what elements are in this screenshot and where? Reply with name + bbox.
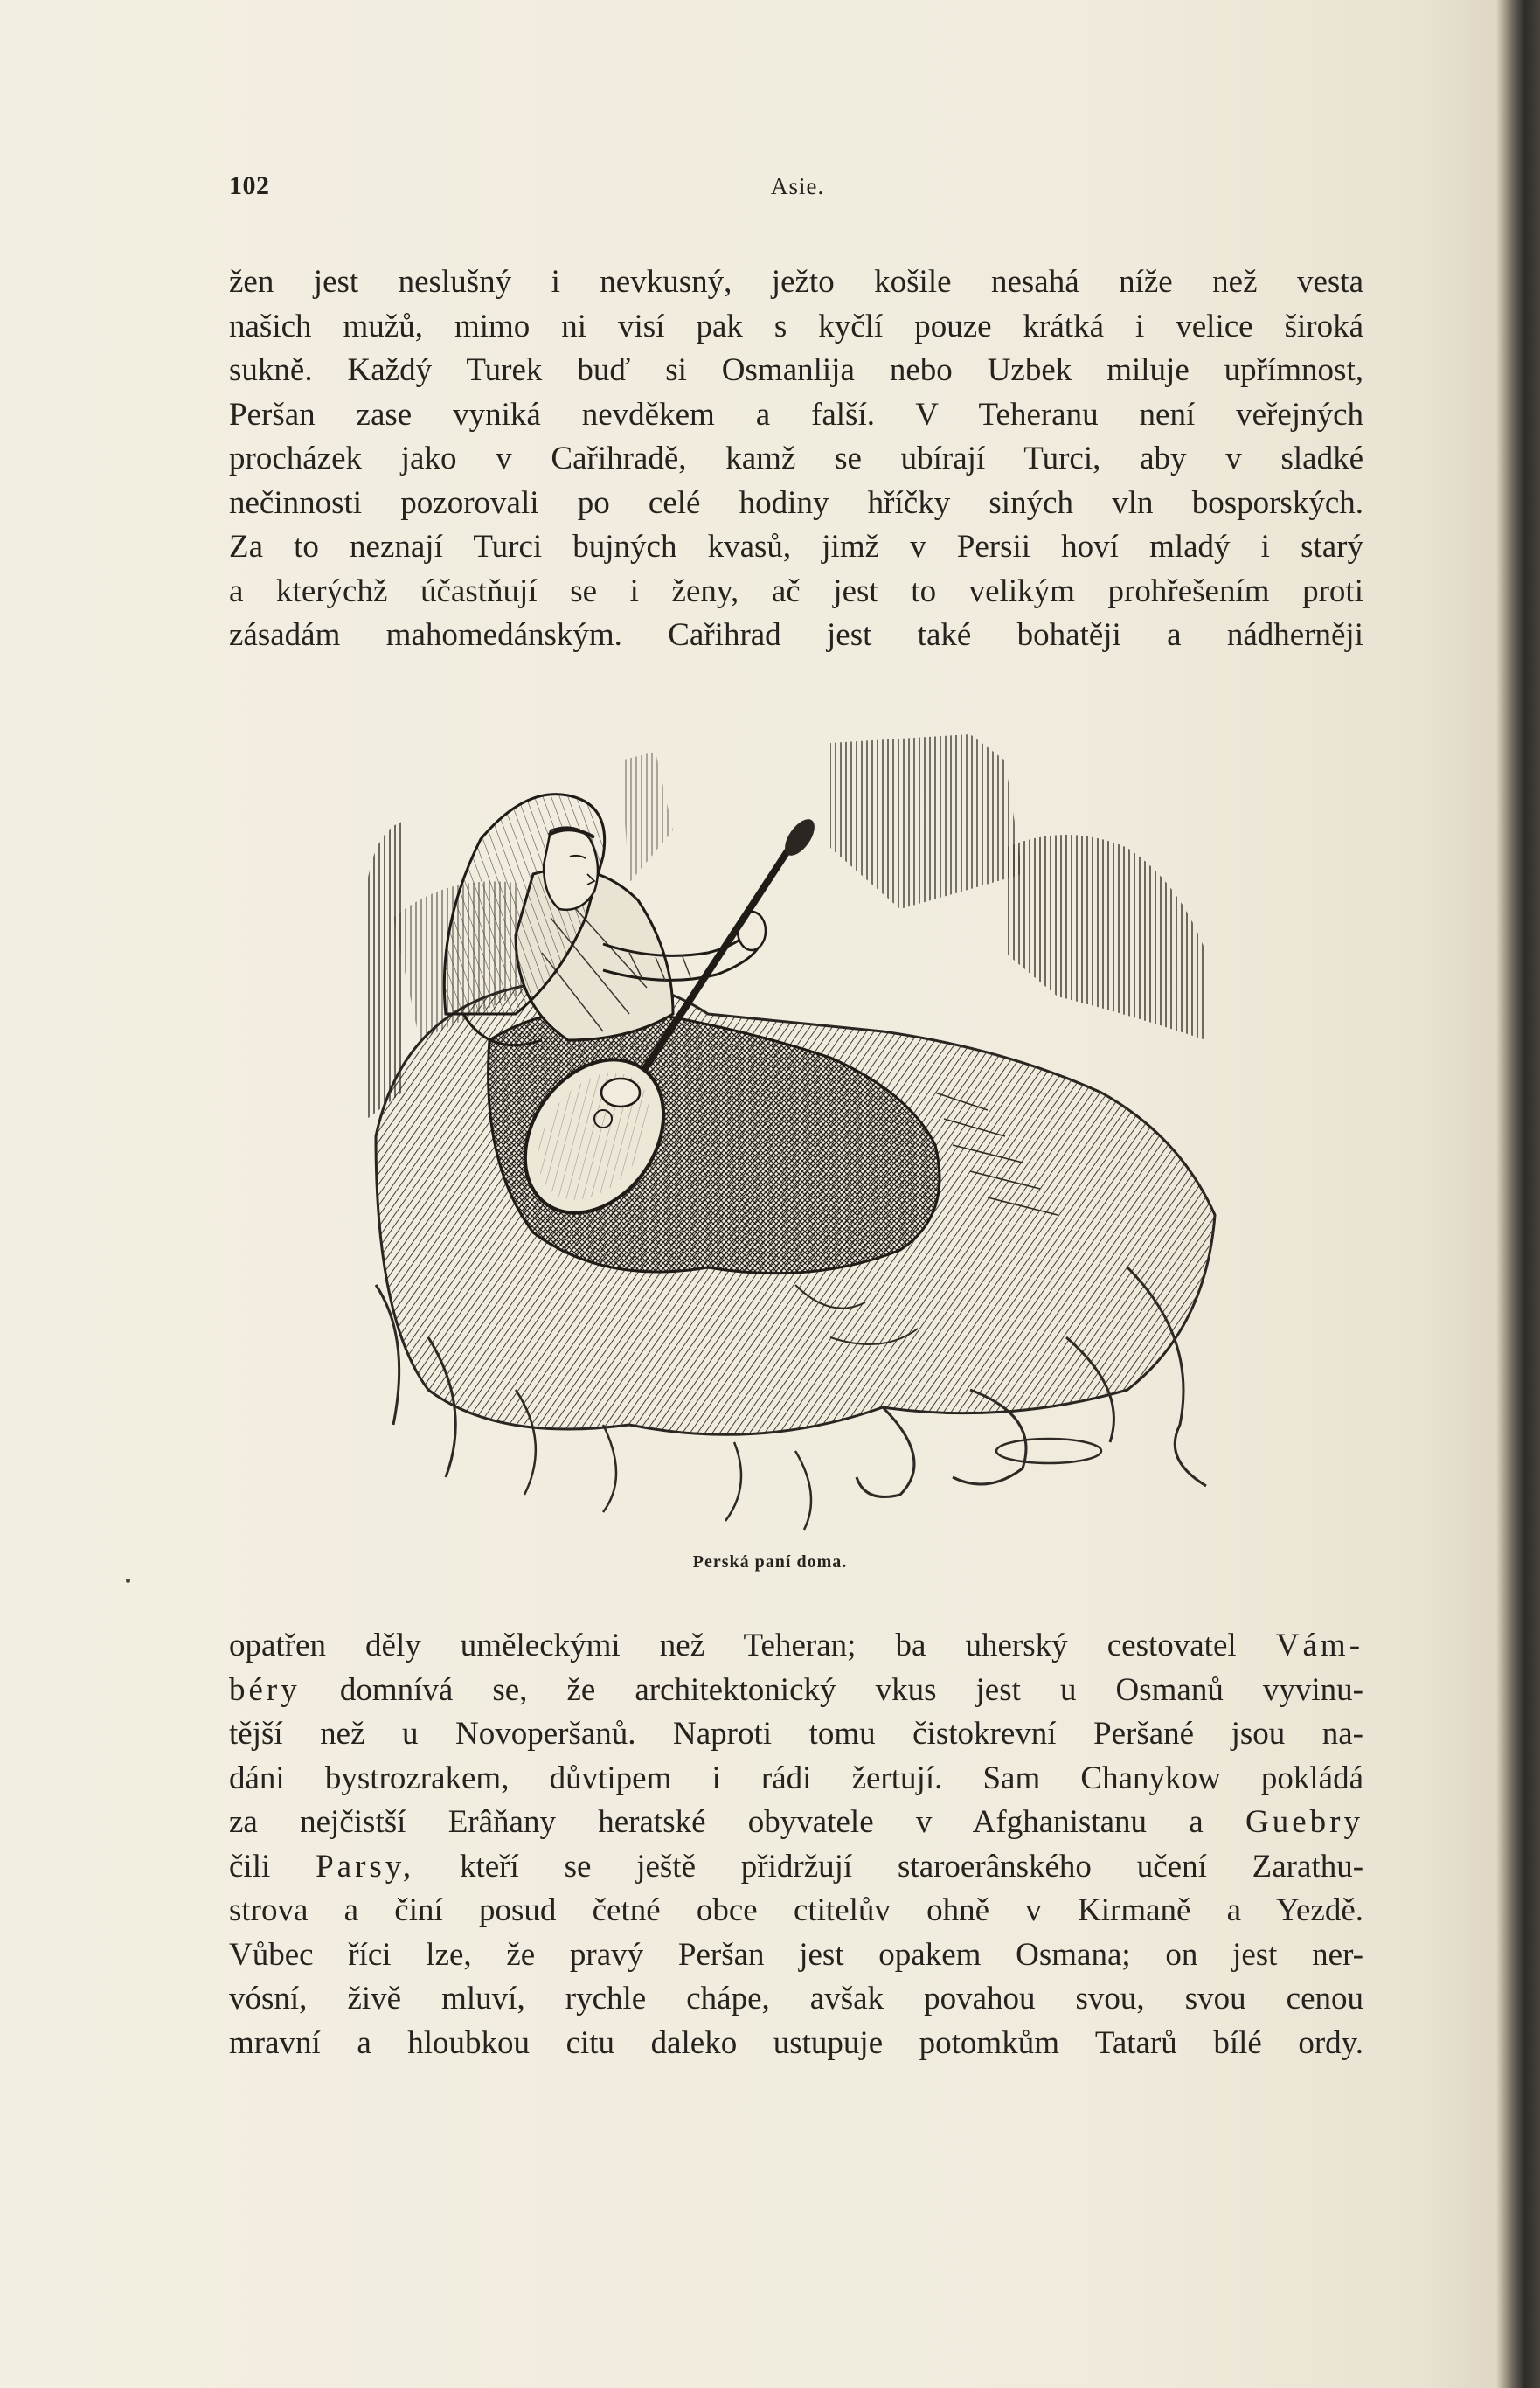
running-head: Asie.: [771, 173, 825, 199]
spaced-name: Guebry: [1245, 1804, 1363, 1840]
text-line: strova a činí posud četné obce ctitelův ohně v Kirmaně a Yezdě.: [229, 1892, 1363, 1928]
text-line: sukně. Každý Turek buď si Osmanlija nebo Uzbek miluje upřímnost,: [229, 352, 1363, 388]
text-line: [229, 1669, 1363, 1713]
spaced-name: béry: [229, 1671, 301, 1708]
text-fragment: domnívá se, že architektonický vkus jest u Osmanů vyvinu-: [339, 1671, 1364, 1708]
text-fragment: za nejčistší Erâňany heratské obyvatele v Afghanistanu a: [229, 1804, 1204, 1840]
text-line: a kterýchž účastňují se i ženy, ač jest to velikým prohřešením proti: [229, 573, 1363, 609]
text-line: zásadám mahomedánským. Cařihrad jest také bohatěji a nádherněji: [229, 617, 1363, 653]
illustration-figure: [341, 725, 1276, 1547]
text-line: [229, 1801, 1363, 1845]
text-line: Za to neznají Turci bujných kvasů, jimž v Persii hoví mladý i starý: [229, 529, 1363, 565]
text-line: mravní a hloubkou citu daleko ustupuje potomkům Tatarů bílé ordy.: [229, 2024, 1363, 2061]
text-line: procházek jako v Cařihradě, kamž se ubírají Turci, aby v sladké: [229, 441, 1363, 476]
text-line: [229, 1624, 1363, 1669]
margin-dot: [126, 1579, 130, 1583]
text-fragment: opatřen děly uměleckými než Teheran; ba uherský cestovatel: [229, 1628, 1237, 1663]
spaced-name: Parsy,: [316, 1848, 415, 1885]
text-line: Peršan zase vyniká nevděkem a falší. V Teheranu není veřejných: [229, 396, 1363, 433]
book-spine-edge: [1502, 0, 1540, 2388]
text-line: Vůbec říci lze, že pravý Peršan jest opakem Osmana; on jest ner-: [229, 1936, 1363, 1973]
page-number: 102: [229, 171, 270, 200]
spaced-name: Vám-: [1275, 1628, 1364, 1663]
text-line: dáni bystrozrakem, důvtipem i rádi žertují. Sam Chanykow pokládá: [229, 1760, 1363, 1796]
figure-caption: Perská paní doma.: [692, 1552, 848, 1572]
woman-playing-lute-engraving-icon: [341, 725, 1276, 1547]
text-line: žen jest neslušný i nevkusný, ježto košile nesahá níže než vesta: [229, 264, 1363, 300]
bottom-paragraph: [229, 1624, 1363, 2065]
text-fragment: čili: [229, 1848, 271, 1885]
top-paragraph: [229, 260, 1363, 658]
text-line: tější než u Novoperšanů. Naproti tomu čistokrevní Peršané jsou na-: [229, 1716, 1363, 1752]
text-line: [229, 1845, 1363, 1890]
text-line: vósní, živě mluví, rychle chápe, avšak povahou svou, svou cenou: [229, 1981, 1363, 2017]
text-fragment: kteří se ještě přidržují staroerânského učení Zarathu-: [459, 1848, 1364, 1885]
page-header: [229, 171, 1365, 206]
text-line: nečinnosti pozorovali po celé hodiny hříčky siných vln bosporských.: [229, 484, 1363, 521]
text-line: našich mužů, mimo ni visí pak s kyčlí pouze krátká i velice široká: [229, 308, 1363, 344]
